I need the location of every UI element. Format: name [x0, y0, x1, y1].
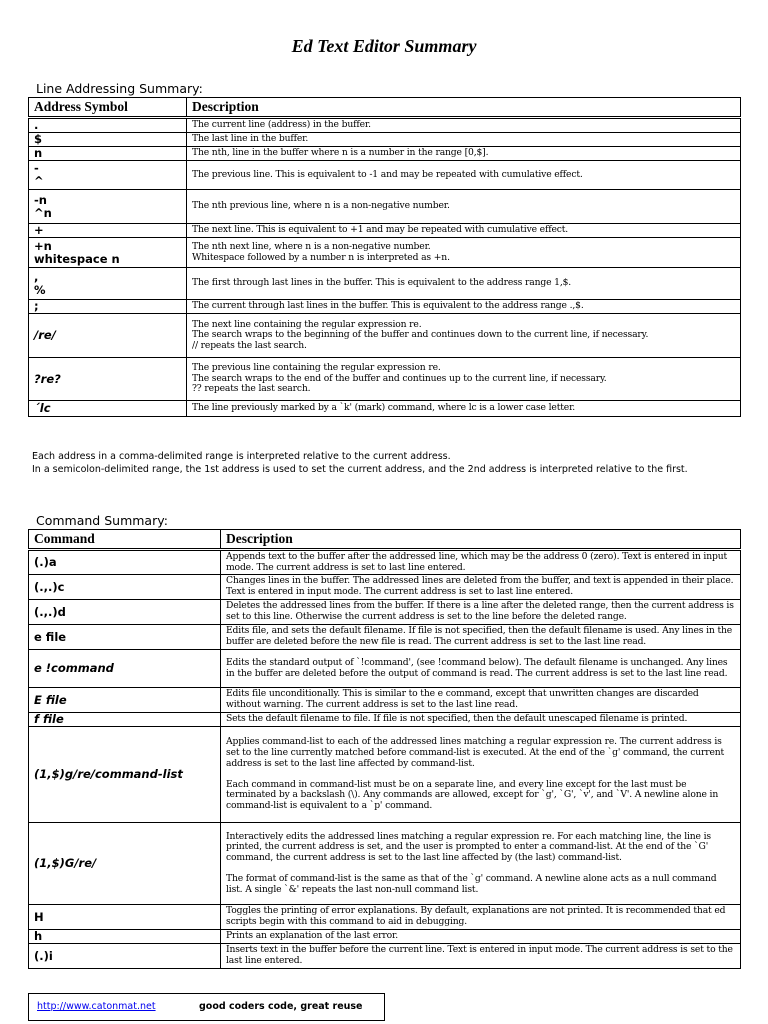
table-header-row [29, 530, 741, 550]
address-symbol-cell: ; [29, 300, 187, 314]
description-cell: Edits the standard output of `!command', (see !command below). The default filename is unchanged. Any lines in the buffer are deleted before the output of command is read. The current address is set to the last line read. [221, 650, 741, 688]
table-row [29, 905, 741, 930]
column-header: Description [221, 530, 741, 550]
description-cell: Inserts text in the buffer before the current line. Text is entered in input mode. The current address is set to the last line entered. [221, 944, 741, 969]
note-comma-range: Each address in a comma-delimited range is interpreted relative to the current address. [32, 451, 451, 462]
footer-motto: good coders code, great reuse [199, 1001, 363, 1012]
address-symbol-cell: ´lc [29, 401, 187, 417]
command-cell: (.)a [29, 550, 221, 575]
table-row [29, 727, 741, 823]
command-cell: h [29, 930, 221, 944]
description-cell: The first through last lines in the buffer. This is equivalent to the address range 1,$. [187, 268, 741, 300]
description-cell: The current line (address) in the buffer. [187, 118, 741, 133]
command-cell: e file [29, 625, 221, 650]
table-row [29, 190, 741, 224]
description-cell: The last line in the buffer. [187, 133, 741, 147]
table-row [29, 133, 741, 147]
table-row [29, 238, 741, 268]
command-cell: (1,$)g/re/command-list [29, 727, 221, 823]
command-cell: (.)i [29, 944, 221, 969]
address-symbol-cell: -n ^n [29, 190, 187, 224]
addressing-notes [32, 450, 752, 476]
description-cell: The previous line. This is equivalent to -1 and may be repeated with cumulative effect. [187, 161, 741, 190]
description-cell: The nth next line, where n is a non-negative number. Whitespace followed by a number n is interpreted as +n. [187, 238, 741, 268]
command-cell: (1,$)G/re/ [29, 823, 221, 905]
table-row [29, 118, 741, 133]
catonmat-link[interactable]: http://www.catonmat.net [37, 1001, 156, 1012]
description-cell: The nth, line in the buffer where n is a number in the range [0,$]. [187, 147, 741, 161]
description-cell: Toggles the printing of error explanations. By default, explanations are not printed. It is recommended that ed scripts begin with this command to aid in debugging. [221, 905, 741, 930]
table-row [29, 944, 741, 969]
table-row [29, 550, 741, 575]
command-cell: (.,.)d [29, 600, 221, 625]
description-cell: The previous line containing the regular expression re. The search wraps to the end of the buffer and continues up to the current line, if necessary. ?? repeats the last search. [187, 358, 741, 401]
description-cell: Edits file, and sets the default filename. If file is not specified, then the default filename is used. Any lines in the buffer are deleted before the new file is read. The current address is set to the last line read. [221, 625, 741, 650]
column-header: Command [29, 530, 221, 550]
description-cell: Interactively edits the addressed lines matching a regular expression re. For each matching line, the line is printed, the current address is set, and the user is prompted to enter a command-list. At the end of the `G' command, the current address is set to the last line affected by (the last) command-list. The format of command-list is the same as that of the `g' command. A newline alone acts as a null command list. A single `&' repeats the last non-null command list. [221, 823, 741, 905]
table-row [29, 300, 741, 314]
description-cell: Changes lines in the buffer. The addressed lines are deleted from the buffer, and text is appended in their place. Text is entered in input mode. The current address is set to last line entered. [221, 575, 741, 600]
table-row [29, 358, 741, 401]
description-cell: The nth previous line, where n is a non-negative number. [187, 190, 741, 224]
address-symbol-cell: +n whitespace n [29, 238, 187, 268]
description-cell: The next line. This is equivalent to +1 and may be repeated with cumulative effect. [187, 224, 741, 238]
table-row [29, 713, 741, 727]
table-row [29, 268, 741, 300]
address-symbol-cell: $ [29, 133, 187, 147]
table-row [29, 625, 741, 650]
address-symbol-cell: n [29, 147, 187, 161]
command-cell: e !command [29, 650, 221, 688]
address-symbol-cell: + [29, 224, 187, 238]
address-symbol-cell: /re/ [29, 314, 187, 358]
description-cell: Applies command-list to each of the addressed lines matching a regular expression re. The current address is set to the line currently matched before command-list is executed. At the end of the `g' command, the current address is set to the last line affected by command-list. Each command in command-list must be on a separate line, and every line except for the last must be terminated by a backslash (\). Any commands are allowed, except for `g', `G', `v', and `V'. A newline alone in command-list is equivalent to a `p' command. [221, 727, 741, 823]
table-row [29, 930, 741, 944]
description-cell: The next line containing the regular expression re. The search wraps to the beginning of the buffer and continues down to the current line, if necessary. // repeats the last search. [187, 314, 741, 358]
description-cell: Deletes the addressed lines from the buffer. If there is a line after the deleted range, then the current address is set to this line. Otherwise the current address is set to the line before the deleted range. [221, 600, 741, 625]
line-addressing-label: Line Addressing Summary: [36, 81, 203, 96]
note-semicolon-range: In a semicolon-delimited range, the 1st address is used to set the current address, and the 2nd address is interpreted relative to the first. [32, 464, 688, 475]
table-row [29, 600, 741, 625]
description-cell: The line previously marked by a `k' (mark) command, where lc is a lower case letter. [187, 401, 741, 417]
table-row [29, 161, 741, 190]
command-cell: f file [29, 713, 221, 727]
column-header: Address Symbol [29, 98, 187, 118]
table-row [29, 688, 741, 713]
address-symbol-cell: - ^ [29, 161, 187, 190]
table-row [29, 650, 741, 688]
table-row [29, 224, 741, 238]
table-row [29, 147, 741, 161]
description-cell: Prints an explanation of the last error. [221, 930, 741, 944]
table-row [29, 401, 741, 417]
address-symbol-cell: ?re? [29, 358, 187, 401]
page-title: Ed Text Editor Summary [291, 36, 477, 56]
description-cell: Appends text to the buffer after the addressed line, which may be the address 0 (zero). Text is entered in input mode. The current address is set to last line entered. [221, 550, 741, 575]
footer-box [28, 993, 385, 1021]
table-row [29, 314, 741, 358]
command-summary-label: Command Summary: [36, 513, 168, 528]
address-symbol-cell: . [29, 118, 187, 133]
address-symbol-cell: , % [29, 268, 187, 300]
description-cell: Edits file unconditionally. This is similar to the e command, except that unwritten changes are discarded without warning. The current address is set to the last line read. [221, 688, 741, 713]
command-cell: E file [29, 688, 221, 713]
command-cell: H [29, 905, 221, 930]
description-cell: Sets the default filename to file. If file is not specified, then the default unescaped filename is printed. [221, 713, 741, 727]
command-cell: (.,.)c [29, 575, 221, 600]
table-header-row [29, 98, 741, 118]
description-cell: The current through last lines in the buffer. This is equivalent to the address range .,$. [187, 300, 741, 314]
table-row [29, 575, 741, 600]
command-summary-table [28, 529, 741, 969]
column-header: Description [187, 98, 741, 118]
table-row [29, 823, 741, 905]
line-addressing-table [28, 97, 741, 417]
